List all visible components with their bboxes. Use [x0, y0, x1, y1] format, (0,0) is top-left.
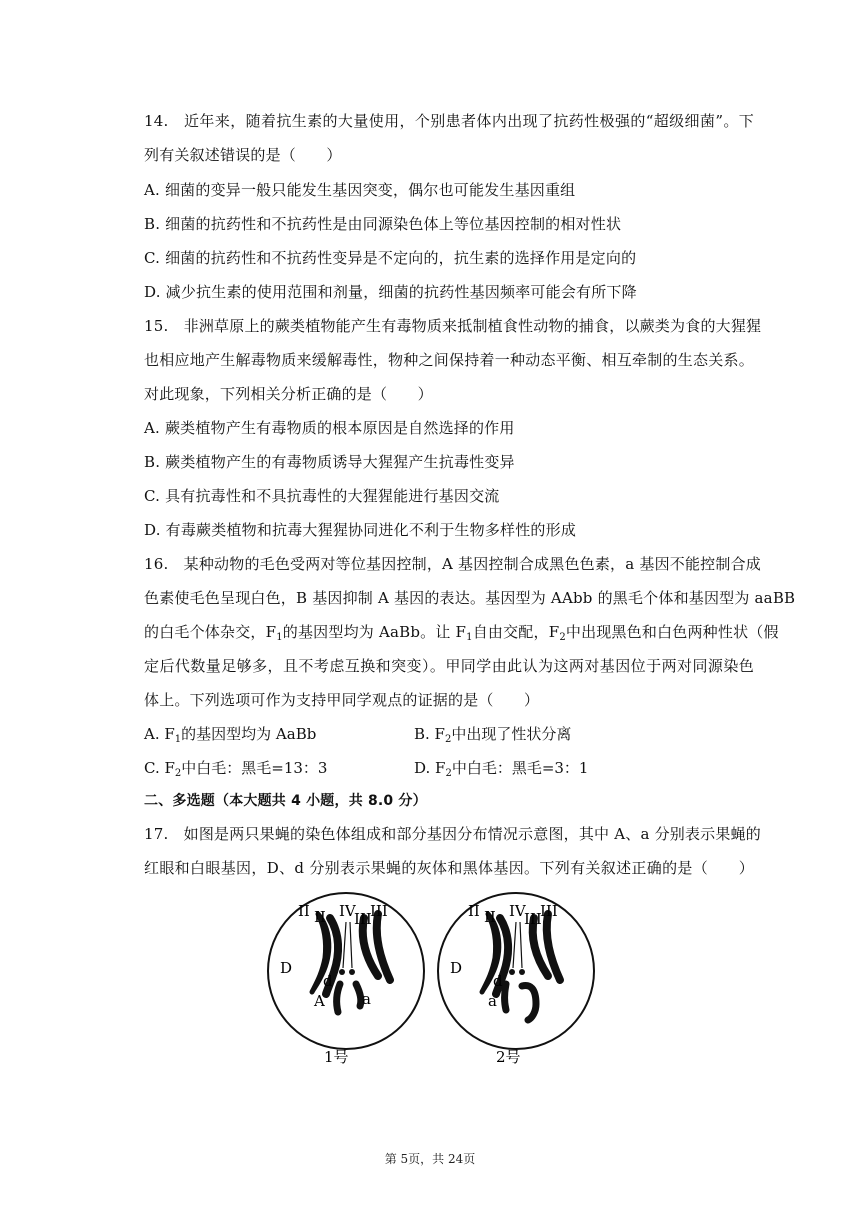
q14-option-c: C. 细菌的抗药性和不抗药性变异是不定向的，抗生素的选择作用是定向的: [144, 249, 637, 267]
q14-stem-line1: 14. 近年来，随着抗生素的大量使用，个别患者体内出现了抗药性极强的“超级细菌”。下: [144, 112, 754, 130]
q14-option-d: D. 减少抗生素的使用范围和剂量，细菌的抗药性基因频率可能会有所下降: [144, 283, 637, 301]
cell2-label-d: d: [493, 972, 503, 990]
q16-stem-line3: 的白毛个体杂交，$F_1$的基因型均为 AaBb。让 $F_1$自由交配，$F_2$中出现黑色和白色两种性状（假: [144, 623, 779, 643]
q16-option-b: B. $F_2$中出现了性状分离: [414, 725, 572, 745]
q16-option-d: D. $F_2$中白毛：黑毛=3：1: [414, 759, 589, 779]
q14-stem-line2: 列有关叙述错误的是（ ）: [144, 146, 342, 164]
q15-stem-line2: 也相应地产生解毒物质来缓解毒性，物种之间保持着一种动态平衡、相互牵制的生态关系。: [144, 351, 754, 369]
cell2-caption: 2号: [496, 1048, 521, 1066]
cell1-caption: 1号: [324, 1048, 349, 1066]
cell1-label-A: A: [314, 992, 325, 1010]
cell1-label-II-a: II: [298, 902, 310, 920]
q16-option-c: C. $F_2$中白毛：黑毛=13：3: [144, 759, 328, 779]
cell2-label-D: D: [450, 959, 463, 977]
cell1-label-II-b: II: [314, 908, 326, 926]
cell2-label-II-a: II: [468, 902, 480, 920]
cell2-label-a: a: [488, 992, 497, 1010]
cell-1: [268, 893, 424, 1066]
cell1-label-d: d: [323, 972, 333, 990]
q16-stem-line5: 体上。下列选项可作为支持甲同学观点的证据的是（ ）: [144, 691, 540, 709]
q17-stem-line1: 17. 如图是两只果蝇的染色体组成和部分基因分布情况示意图，其中 A、a 分别表示果蝇的: [144, 825, 761, 843]
q16-option-a: A. $F_1$的基因型均为 AaBb: [144, 725, 317, 745]
q15-option-c: C. 具有抗毒性和不具抗毒性的大猩猩能进行基因交流: [144, 487, 500, 505]
section-heading: 二、多选题（本大题共 4 小题，共 8.0 分）: [144, 793, 427, 809]
cell-2: [438, 893, 594, 1066]
q14-option-b: B. 细菌的抗药性和不抗药性是由同源染色体上等位基因控制的相对性状: [144, 215, 622, 233]
q15-stem-line3: 对此现象，下列相关分析正确的是（ ）: [144, 385, 433, 403]
cell1-label-a: a: [362, 990, 371, 1008]
q16-stem-line2: 色素使毛色呈现白色，B 基因抑制 A 基因的表达。基因型为 AAbb 的黑毛个体和基因型为 aaBB: [144, 589, 796, 607]
cell2-label-II-b: II: [484, 908, 496, 926]
q15-stem-line1: 15. 非洲草原上的蕨类植物能产生有毒物质来抵制植食性动物的捕食，以蕨类为食的大猩猩: [144, 317, 762, 335]
cell1-label-III-a: III: [354, 910, 372, 928]
q17-stem-line2: 红眼和白眼基因，D、d 分别表示果蝇的灰体和黑体基因。下列有关叙述正确的是（ ）: [144, 859, 754, 877]
q15-option-b: B. 蕨类植物产生的有毒物质诱导大猩猩产生抗毒性变异: [144, 453, 515, 471]
q14-option-a: A. 细菌的变异一般只能发生基因突变，偶尔也可能发生基因重组: [144, 181, 576, 199]
chromosome-figure: [266, 888, 596, 1068]
page-footer: 第 5页，共 24页: [384, 1152, 476, 1166]
q16-stem-line1: 16. 某种动物的毛色受两对等位基因控制，A 基因控制合成黑色色素，a 基因不能控制合成: [144, 555, 761, 573]
q15-option-d: D. 有毒蕨类植物和抗毒大猩猩协同进化不利于生物多样性的形成: [144, 521, 577, 539]
cell2-label-IV: IV: [509, 902, 526, 920]
q15-option-a: A. 蕨类植物产生有毒物质的根本原因是自然选择的作用: [144, 419, 515, 437]
q16-stem-line4: 定后代数量足够多，且不考虑互换和突变）。甲同学由此认为这两对基因位于两对同源染色: [144, 657, 754, 675]
cell1-label-D: D: [280, 959, 293, 977]
cell2-label-III-b: III: [540, 902, 558, 920]
cell2-label-III-a: III: [524, 910, 542, 928]
cell1-label-IV: IV: [339, 902, 356, 920]
cell1-label-III-b: III: [370, 902, 388, 920]
